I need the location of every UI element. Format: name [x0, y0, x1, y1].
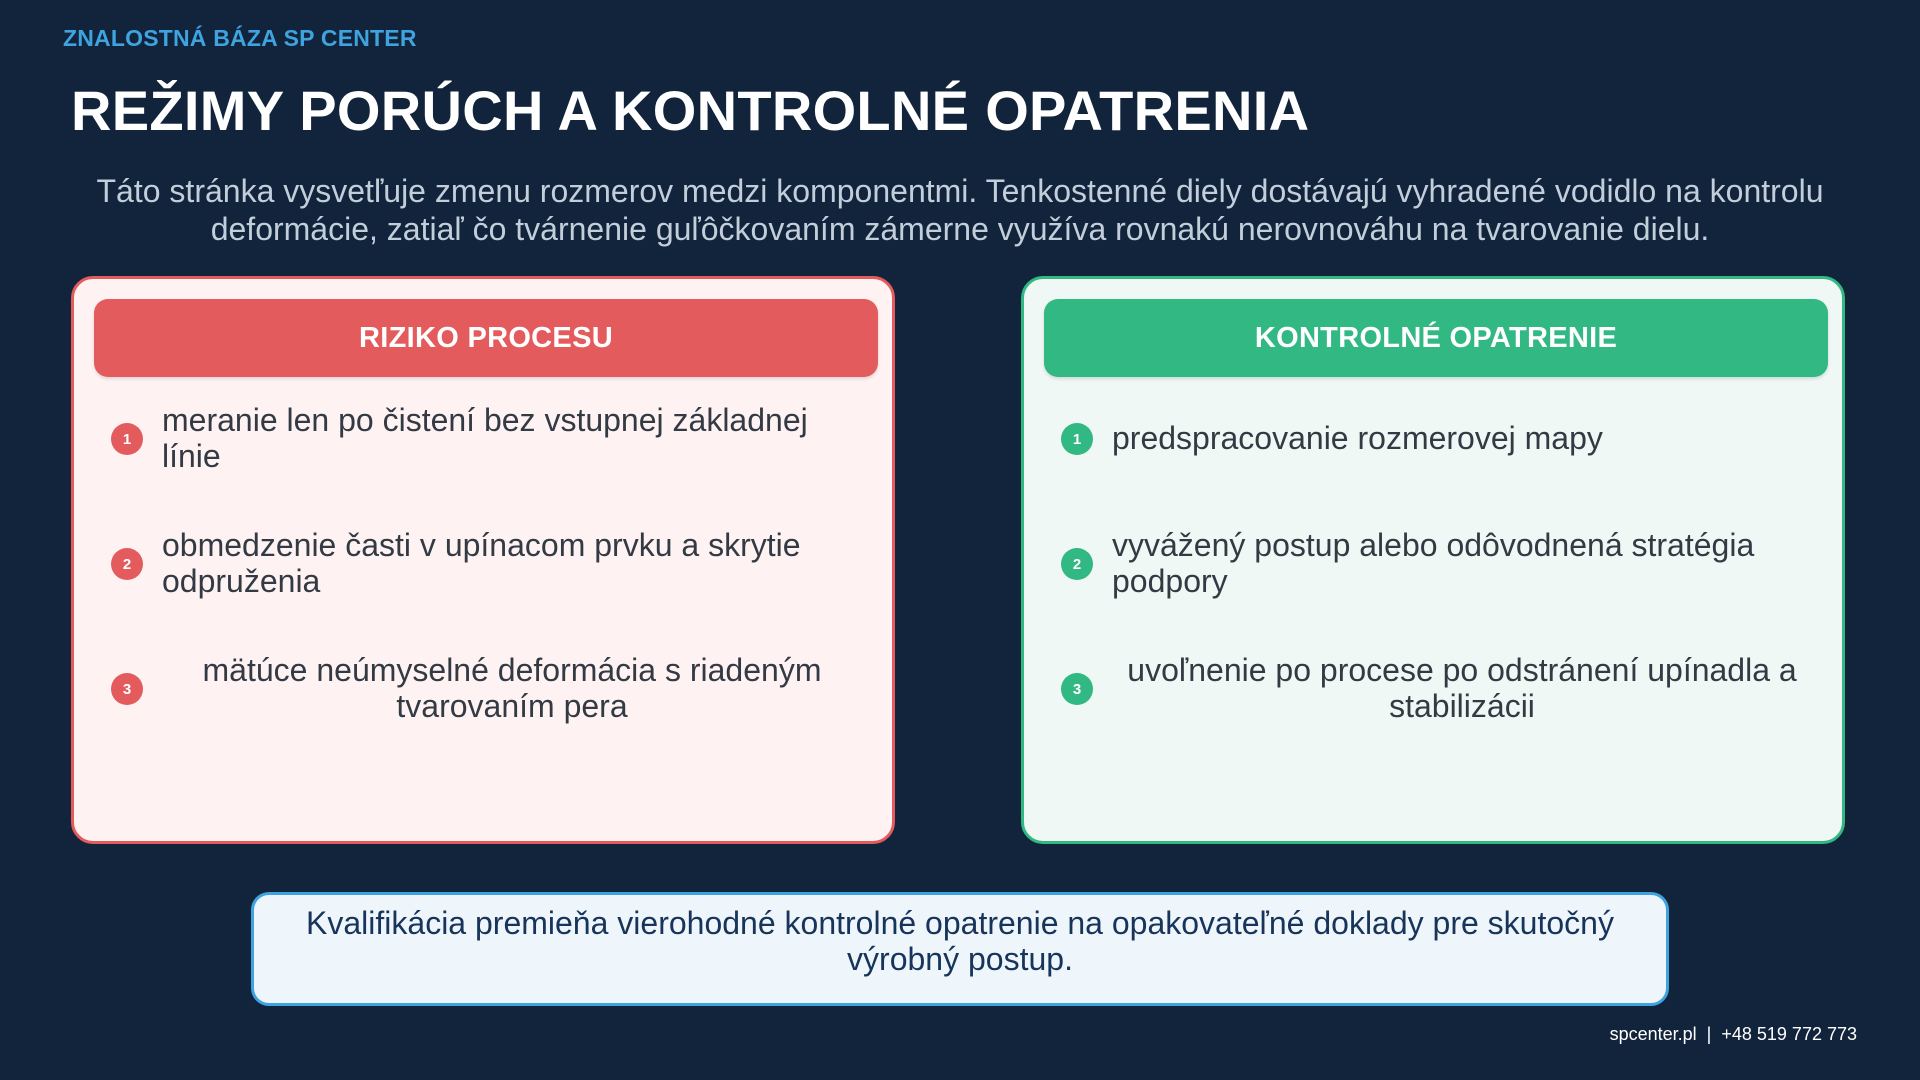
risk-item-3 [74, 647, 892, 731]
control-item-1 [1024, 397, 1842, 481]
risk-item-2 [74, 522, 892, 606]
control-item-3-text: uvoľnenie po procese po odstránení upínadla a stabilizácii [1127, 652, 1797, 724]
contact-info: spcenter.pl | +48 519 772 773 [1609, 1024, 1857, 1044]
page-subtitle: Táto stránka vysvetľuje zmenu rozmerov medzi komponentmi. Tenkostenné diely dostávajú vyhradené vodidlo na kontrolu deformácie, zatiaľ čo tvárnenie guľôčkovaním zámerne využíva rovnakú nerovnováhu na tvarovanie dielu. [96, 173, 1824, 247]
risk-item-3-text: mätúce neúmyselné deformácia s riadeným tvarovaním pera [202, 652, 822, 724]
control-item-1-text: predspracovanie rozmerovej mapy [1112, 420, 1603, 456]
control-card-header: KONTROLNÉ OPATRENIE [1044, 299, 1828, 377]
control-item-2-badge: 2 [1061, 548, 1093, 580]
control-item-2-text: vyvážený postup alebo odôvodnená stratégia podpory [1112, 527, 1755, 599]
risk-item-3-badge: 3 [111, 673, 143, 705]
risk-card-header: RIZIKO PROCESU [94, 299, 878, 377]
risk-item-1-text: meranie len po čistení bez vstupnej základnej línie [162, 402, 808, 474]
control-item-2 [1024, 522, 1842, 606]
control-item-3-badge: 3 [1061, 673, 1093, 705]
page-title: REŽIMY PORÚCH A KONTROLNÉ OPATRENIA [71, 79, 1310, 142]
control-item-1-badge: 1 [1061, 423, 1093, 455]
qualification-note: Kvalifikácia premieňa vierohodné kontrolné opatrenie na opakovateľné doklady pre skutočný výrobný postup. [251, 892, 1669, 1006]
risk-card [71, 276, 895, 844]
brand-kicker: ZNALOSTNÁ BÁZA SP CENTER [63, 25, 417, 51]
control-item-3 [1024, 647, 1842, 731]
control-card [1021, 276, 1845, 844]
risk-item-2-text: obmedzenie časti v upínacom prvku a skrytie odpruženia [162, 527, 801, 599]
risk-item-1-badge: 1 [111, 423, 143, 455]
risk-item-1 [74, 397, 892, 481]
risk-item-2-badge: 2 [111, 548, 143, 580]
